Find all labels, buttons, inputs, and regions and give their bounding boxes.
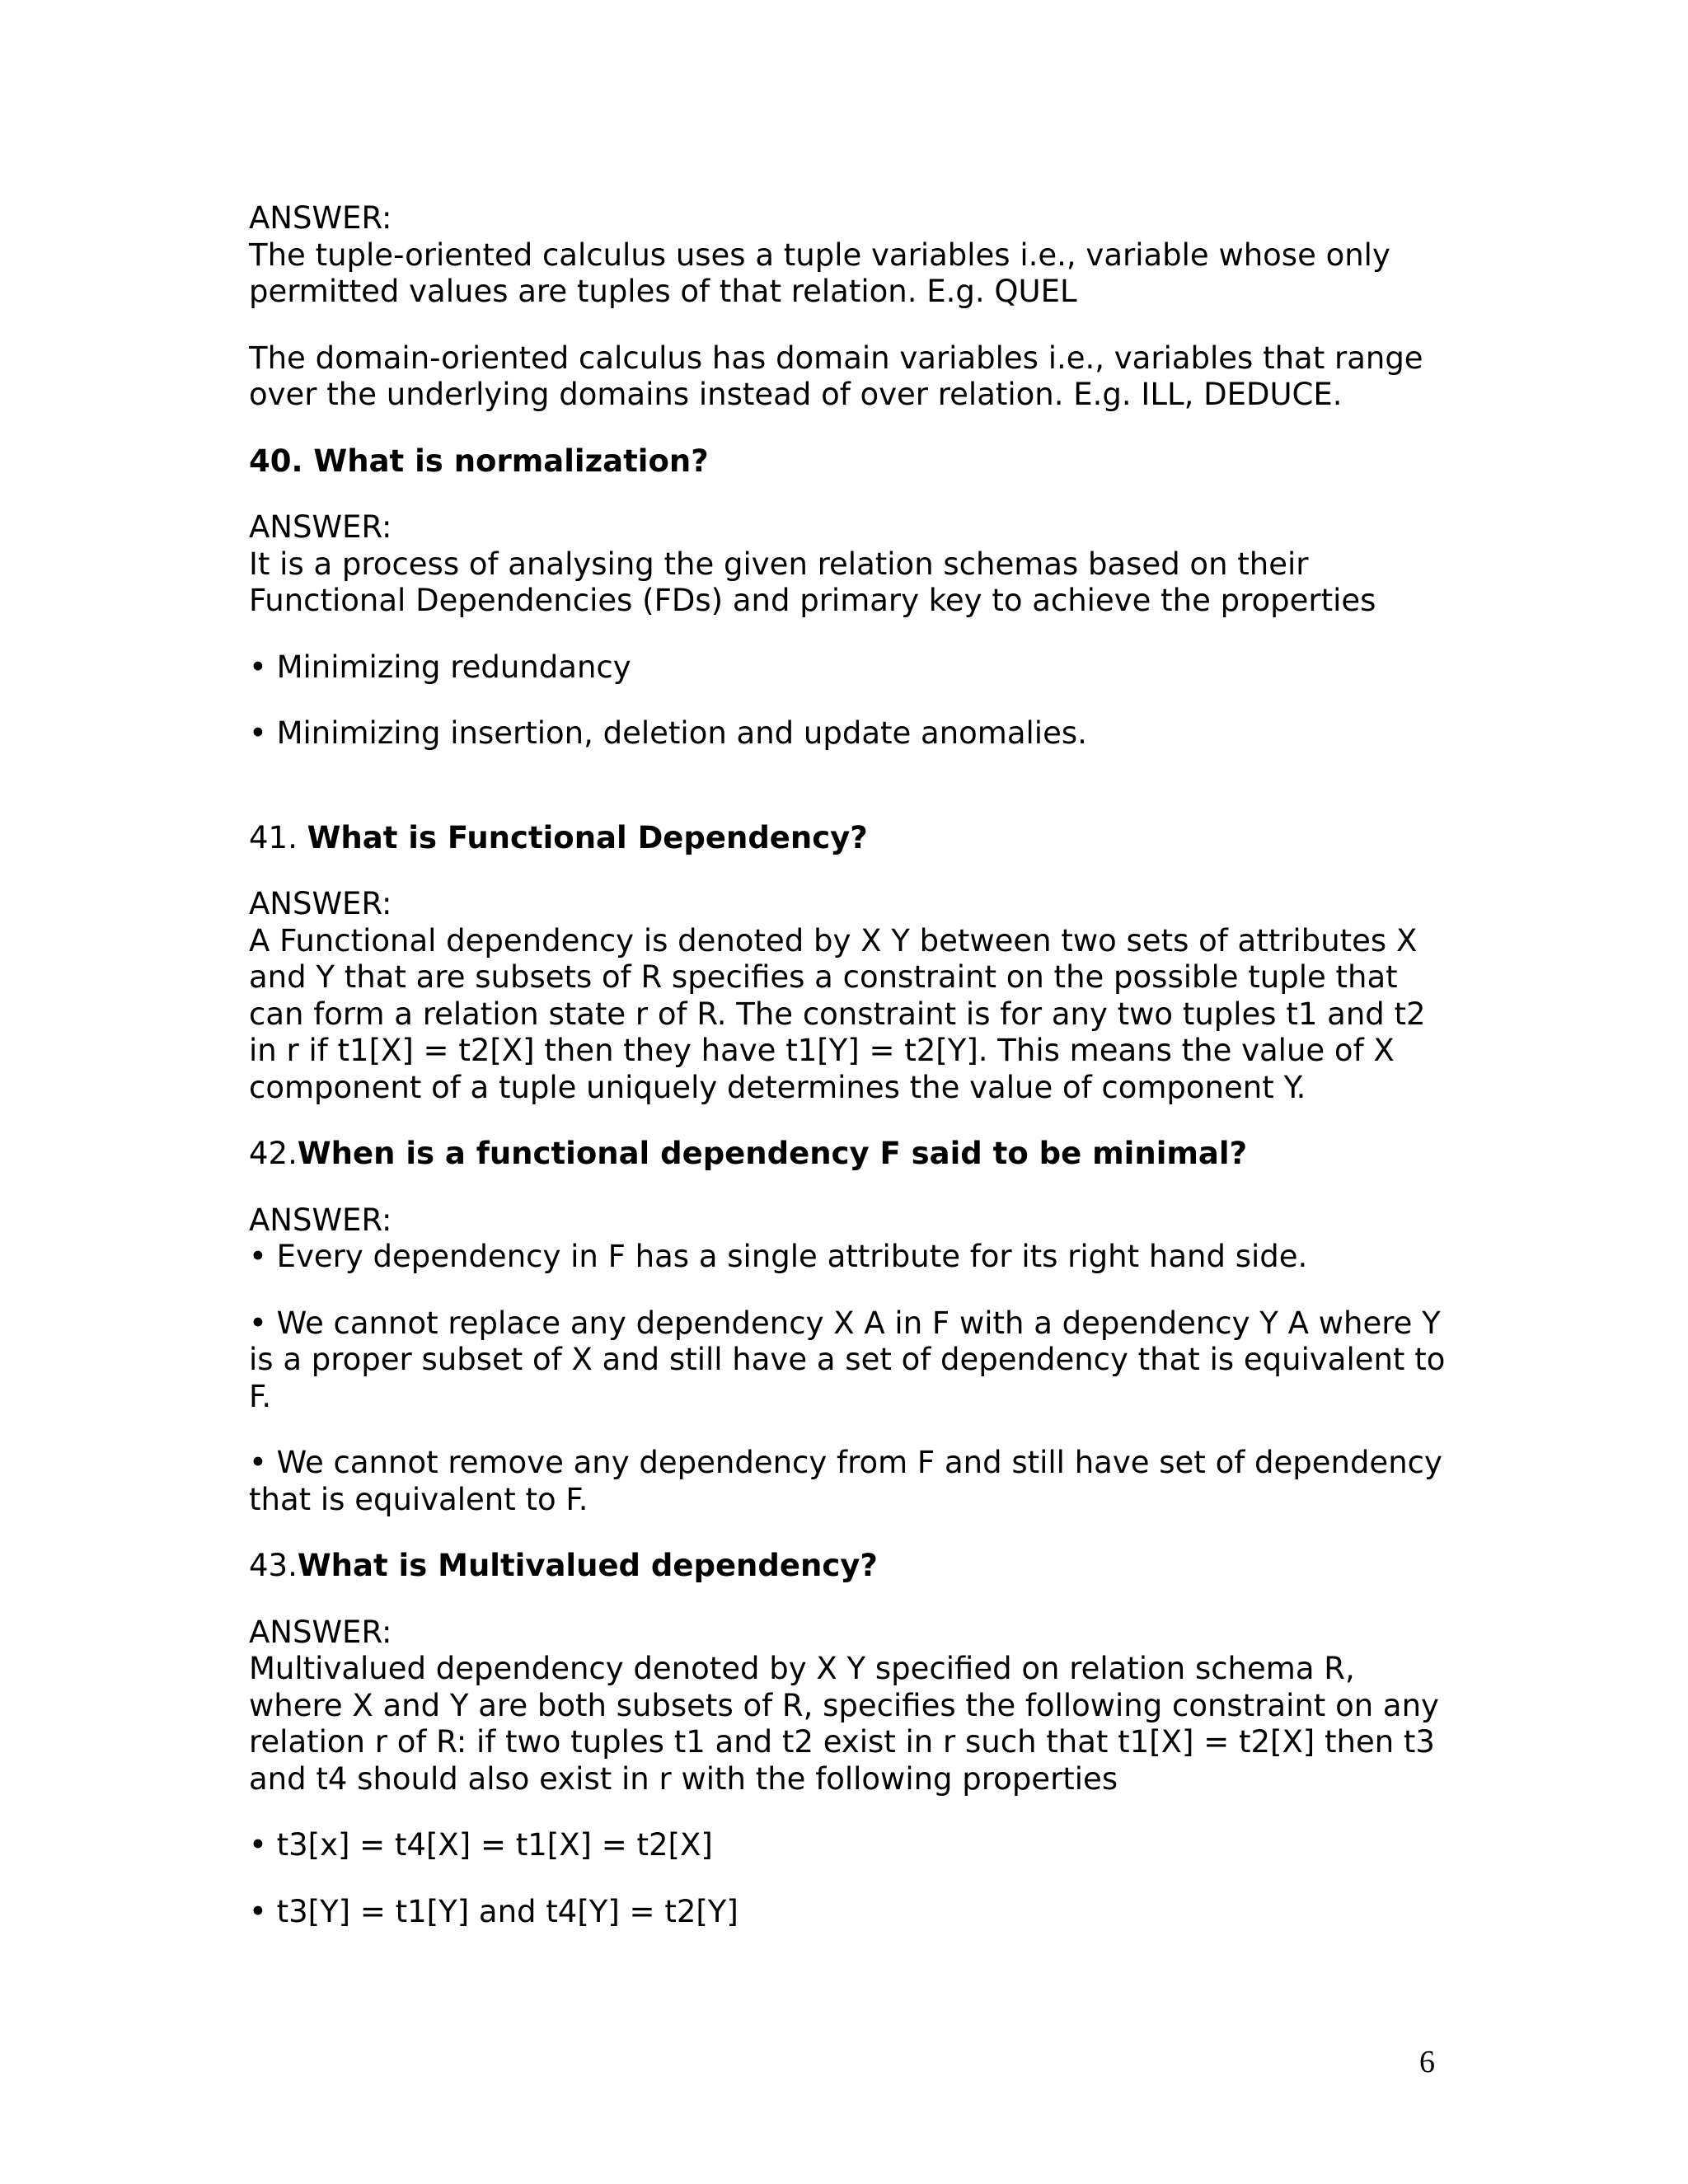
page-content [249,200,1452,1960]
answer-label: ANSWER: [249,509,392,545]
answer-label: ANSWER: [249,886,392,921]
bullet-item: • t3[Y] = t1[Y] and t4[Y] = t2[Y] [249,1893,738,1929]
q43-answer [249,1615,1452,1798]
q39-answer [249,200,1452,311]
question-heading [249,1548,1452,1585]
answer-paragraph: The tuple-oriented calculus uses a tuple variables i.e., variable whose only permitted values are tuples of that relation. E.g. QUEL [249,237,1390,309]
page-number: 6 [1419,2045,1435,2079]
question-number: 42. [249,1136,298,1171]
bullet-item: • We cannot replace any dependency X A in F with a dependency Y A where Y is a proper subset of X and still have a set of dependency that is equivalent to F. [249,1305,1446,1414]
answer-paragraph: Multivalued dependency denoted by X Y specified on relation schema R, where X and Y are both subsets of R, specifies the following constraint on any relation r of R: if two tuples t1 and t2 exist in r such that t1[X] = t2[X] then t3 and t4 should also exist in r with the following properties [249,1651,1439,1797]
bullet-item: • Every dependency in F has a single attribute for its right hand side. [249,1239,1308,1274]
q40-answer [249,509,1452,620]
question-heading [249,820,1452,857]
q42-answer [249,1202,1452,1276]
question-text: What is Functional Dependency? [307,819,868,855]
question-number: 41. [249,819,307,855]
answer-paragraph: The domain-oriented calculus has domain variables i.e., variables that range over the underlying domains instead of over relation. E.g. ILL, DEDUCE. [249,340,1423,412]
answer-label: ANSWER: [249,1202,392,1238]
question-heading [249,443,1452,480]
question-text: 40. What is normalization? [249,443,709,479]
bullet-item: • Minimizing insertion, deletion and update anomalies. [249,715,1087,751]
question-text: What is Multivalued dependency? [297,1548,878,1583]
answer-paragraph: It is a process of analysing the given relation schemas based on their Functional Dependencies (FDs) and primary key to achieve the properties [249,546,1376,618]
question-number: 43. [249,1548,298,1583]
question-text: When is a functional dependency F said to be minimal? [297,1136,1248,1171]
bullet-item: • t3[x] = t4[X] = t1[X] = t2[X] [249,1827,713,1863]
answer-paragraph: A Functional dependency is denoted by X Y between two sets of attributes X and Y that are subsets of R specifies a constraint on the possible tuple that can form a relation state r of R. The constraint is for any two tuples t1 and t2 in r if t1[X] = t2[X] then they have t1[Y] = t2[Y]. This means the value of X component of a tuple uniquely determines the value of component Y. [249,922,1426,1105]
bullet-item: • We cannot remove any dependency from F and still have set of dependency that is equivalent to F. [249,1445,1442,1517]
question-heading [249,1136,1452,1173]
answer-label: ANSWER: [249,200,392,236]
q41-answer [249,886,1452,1106]
bullet-item: • Minimizing redundancy [249,649,631,685]
answer-label: ANSWER: [249,1614,392,1650]
